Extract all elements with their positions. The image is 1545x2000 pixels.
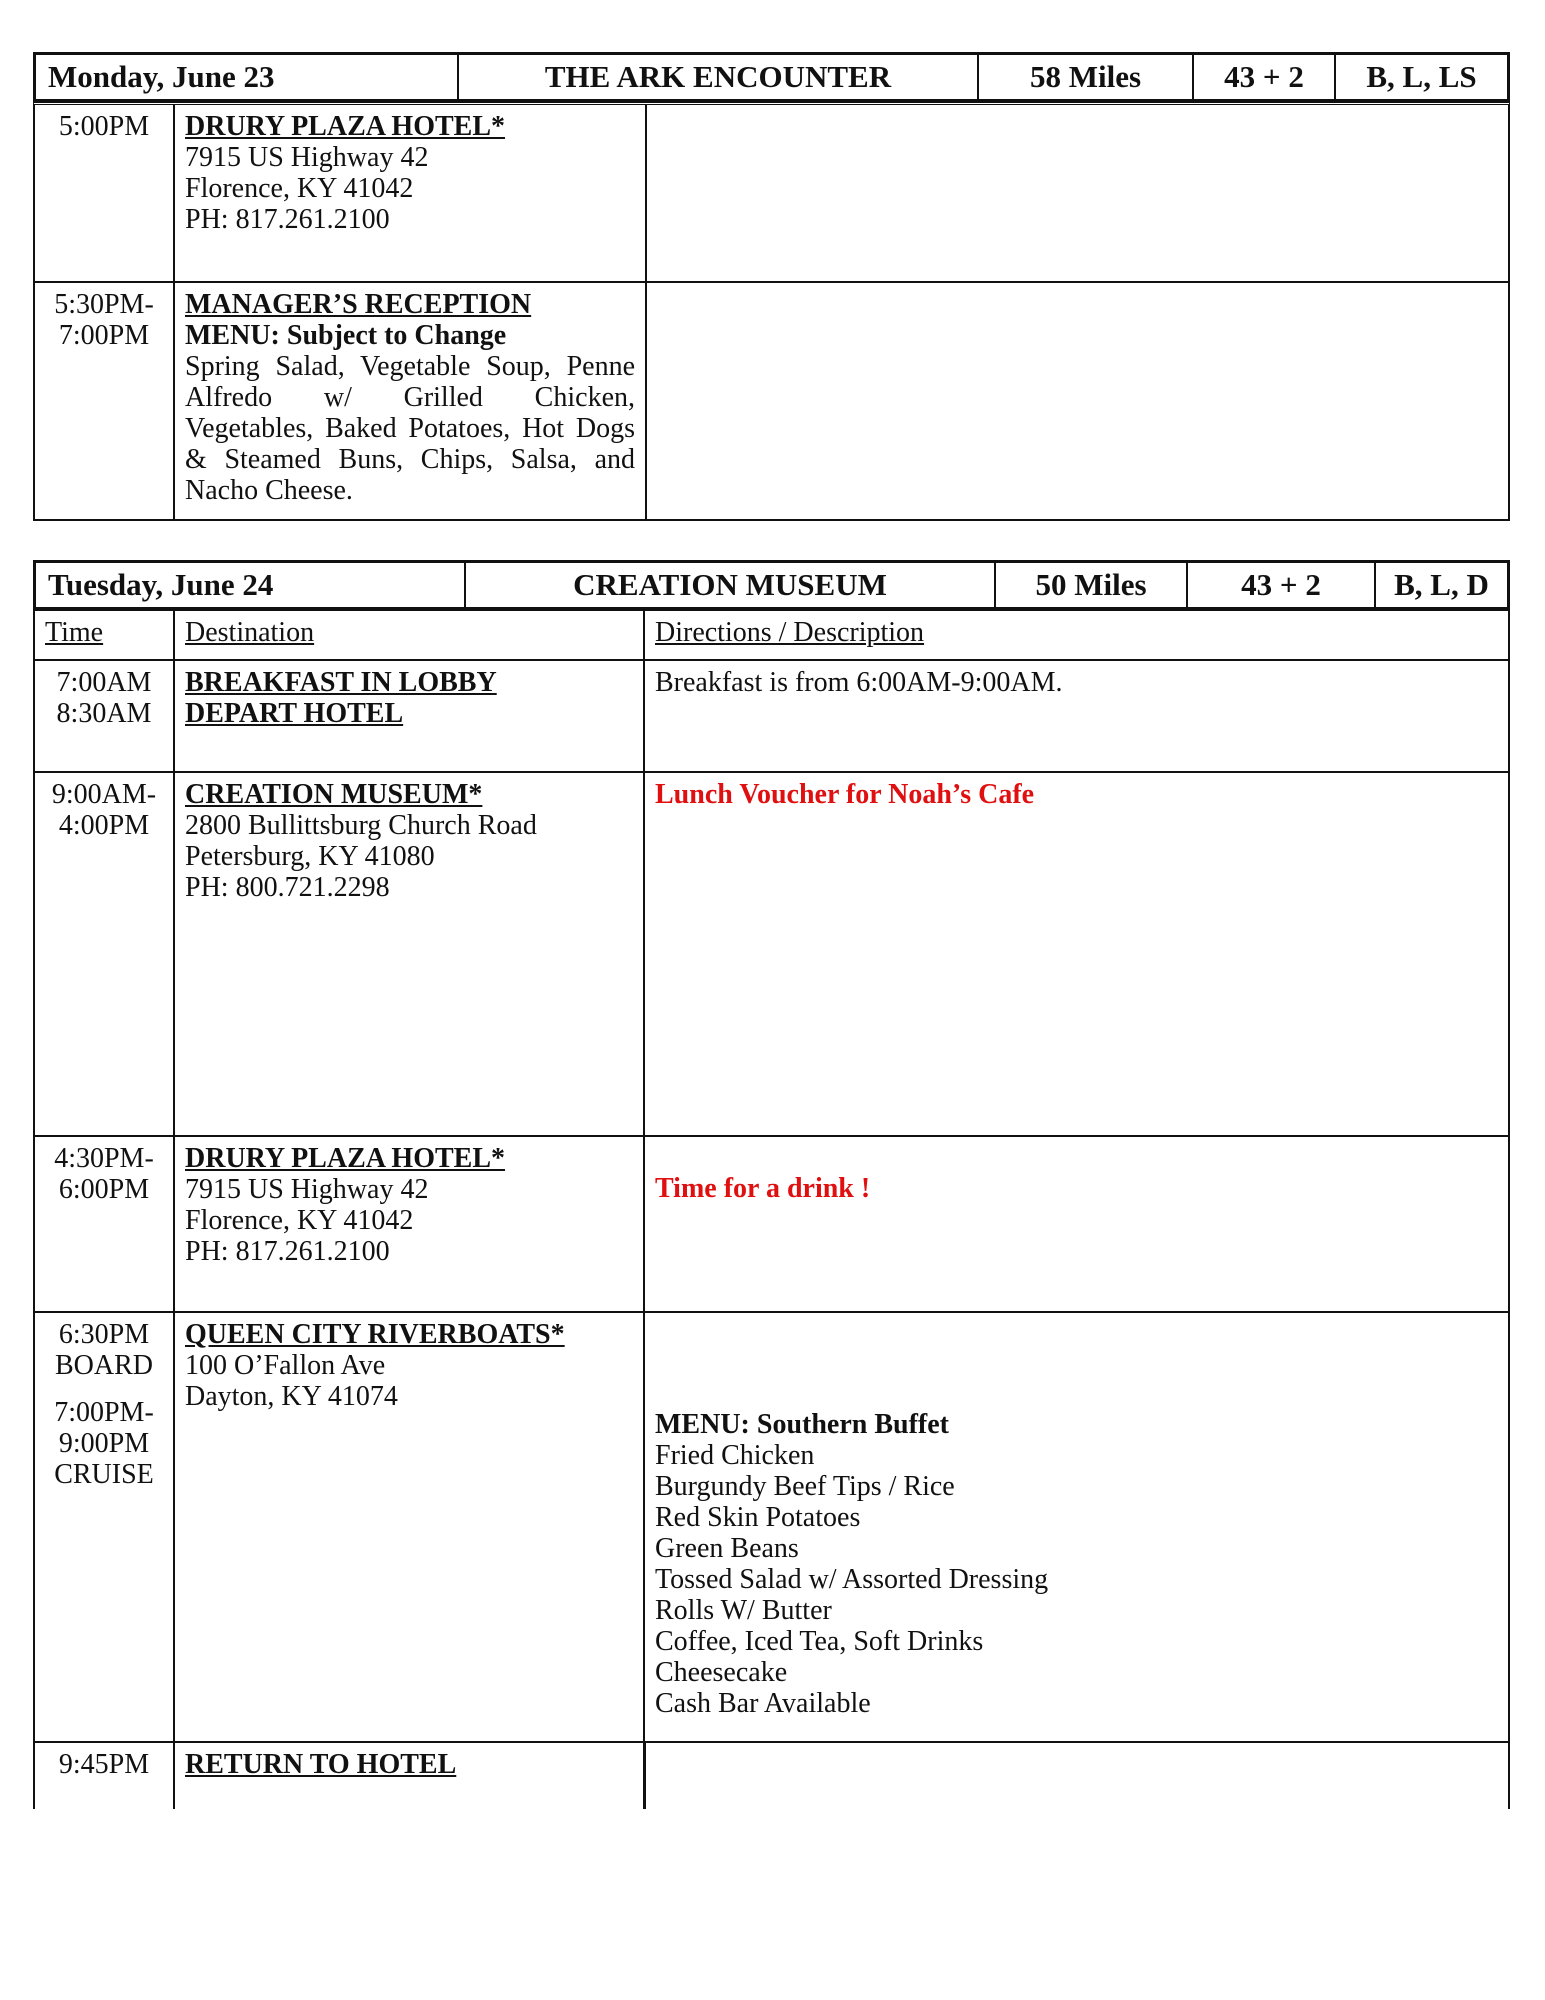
menu-item: Green Beans <box>655 1533 799 1564</box>
day-header <box>33 52 1510 102</box>
row-description: Breakfast is from 6:00AM-9:00AM. <box>645 661 1508 773</box>
day-count: 43 + 2 <box>1194 55 1336 99</box>
destination-title: DRURY PLAZA HOTEL* <box>185 1143 506 1174</box>
destination-title: BREAKFAST IN LOBBY <box>185 667 497 698</box>
row-description <box>647 105 1508 283</box>
menu-heading: MENU: Southern Buffet <box>655 1409 949 1440</box>
column-header-time: Time <box>35 611 175 661</box>
menu-item: Cheesecake <box>655 1657 788 1688</box>
row-time: 4:30PM- 6:00PM <box>35 1137 175 1313</box>
row-destination <box>175 1743 645 1809</box>
row-time: 5:00PM <box>35 105 175 283</box>
row-destination: QUEEN CITY RIVERBOATS* 100 O’Fallon Ave Dayton, KY 41074 <box>175 1313 645 1743</box>
schedule-table <box>33 102 1510 521</box>
day-title: THE ARK ENCOUNTER <box>459 55 979 99</box>
row-description <box>645 1313 1508 1743</box>
drink-note: Time for a drink ! <box>655 1173 871 1204</box>
tuesday-section <box>33 560 1510 1809</box>
menu-text: Spring Salad, Vegetable Soup, Penne Alfredo w/ Grilled Chicken, Vegetables, Baked Potatoes, Hot Dogs & Steamed Buns, Chips, Salsa, and Nacho Cheese. <box>185 351 635 506</box>
row-destination <box>175 283 647 521</box>
row-description <box>645 773 1508 1137</box>
menu-item: Coffee, Iced Tea, Soft Drinks <box>655 1626 984 1657</box>
menu-item: Rolls W/ Butter <box>655 1595 832 1626</box>
row-description <box>645 1137 1508 1313</box>
menu-item: Tossed Salad w/ Assorted Dressing <box>655 1564 1049 1595</box>
menu-item: Red Skin Potatoes <box>655 1502 861 1533</box>
row-destination <box>175 661 645 773</box>
menu-heading: MENU: Subject to Change <box>185 320 507 351</box>
voucher-note: Lunch Voucher for Noah’s Cafe <box>655 779 1035 810</box>
destination-title: MANAGER’S RECEPTION <box>185 289 532 320</box>
day-meals: B, L, LS <box>1366 59 1477 94</box>
day-header <box>33 560 1510 610</box>
menu-item: Burgundy Beef Tips / Rice <box>655 1471 955 1502</box>
row-destination: DRURY PLAZA HOTEL* 7915 US Highway 42 Florence, KY 41042 PH: 817.261.2100 <box>175 105 647 283</box>
day-miles: 58 Miles <box>979 55 1194 99</box>
monday-section <box>33 52 1510 521</box>
row-time: 9:00AM- 4:00PM <box>35 773 175 1137</box>
day-label: Tuesday, June 24 <box>36 563 466 607</box>
column-header-directions: Directions / Description <box>645 611 1508 661</box>
row-time: 6:30PM BOARD 7:00PM- 9:00PM CRUISE <box>35 1313 175 1743</box>
row-time: 7:00AM 8:30AM <box>35 661 175 773</box>
row-destination: DRURY PLAZA HOTEL* 7915 US Highway 42 Florence, KY 41042 PH: 817.261.2100 <box>175 1137 645 1313</box>
row-time: 9:45PM <box>35 1743 175 1809</box>
destination-title: DEPART HOTEL <box>185 698 404 729</box>
day-label: Monday, June 23 <box>36 55 459 99</box>
day-title: CREATION MUSEUM <box>466 563 996 607</box>
menu-item: Cash Bar Available <box>655 1688 871 1719</box>
row-destination: CREATION MUSEUM* 2800 Bullittsburg Church Road Petersburg, KY 41080 PH: 800.721.2298 <box>175 773 645 1137</box>
row-description <box>647 283 1508 521</box>
menu-item: Fried Chicken <box>655 1440 815 1471</box>
destination-title: RETURN TO HOTEL <box>185 1749 457 1780</box>
day-count: 43 + 2 <box>1188 563 1376 607</box>
column-header-destination: Destination <box>175 611 645 661</box>
row-description <box>645 1743 1508 1809</box>
schedule-table <box>33 610 1510 1809</box>
day-meals: B, L, D <box>1394 567 1489 602</box>
destination-title: CREATION MUSEUM* <box>185 779 483 810</box>
destination-title: QUEEN CITY RIVERBOATS* <box>185 1319 565 1350</box>
destination-title: DRURY PLAZA HOTEL* <box>185 111 506 142</box>
row-time: 5:30PM- 7:00PM <box>35 283 175 521</box>
day-miles: 50 Miles <box>996 563 1188 607</box>
